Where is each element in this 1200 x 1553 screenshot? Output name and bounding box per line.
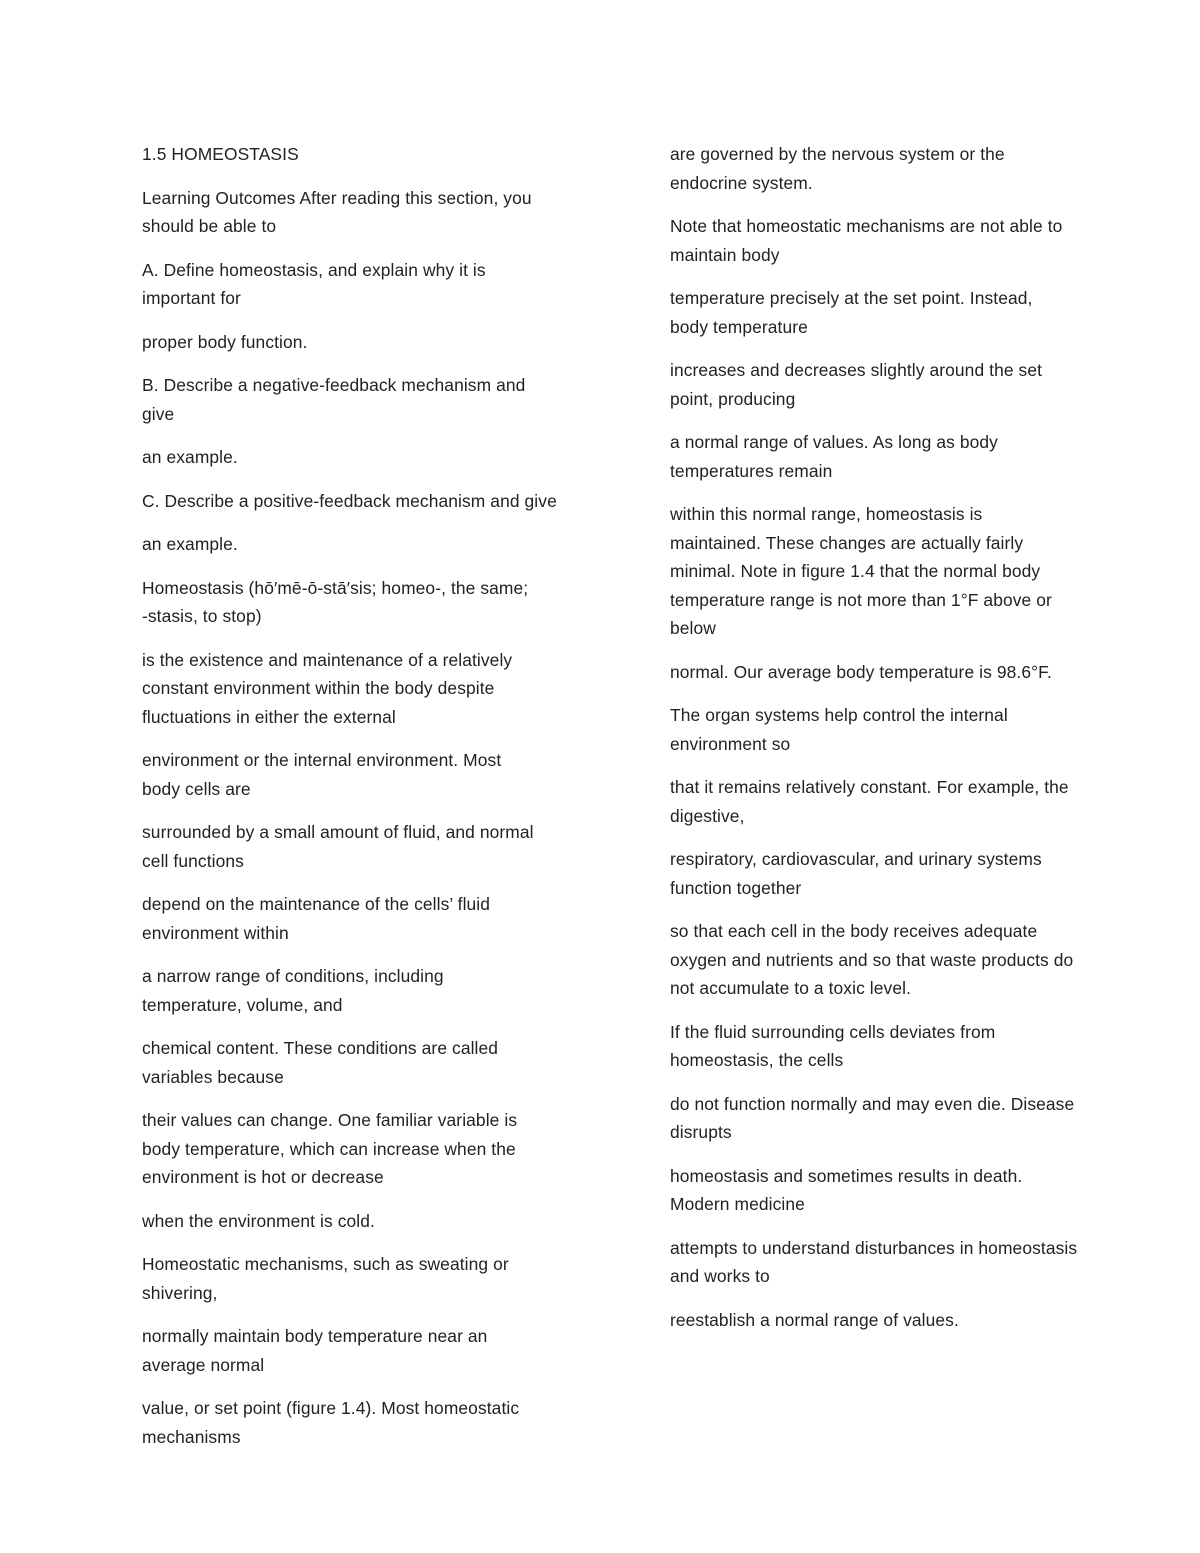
- paragraph: A. Define homeostasis, and explain why it is important for: [142, 259, 486, 308]
- paragraph: homeostasis and sometimes results in death. Modern medicine: [670, 1165, 1023, 1214]
- paragraph: an example.: [142, 534, 238, 554]
- paragraph: temperature precisely at the set point. Instead, body temperature: [670, 288, 1033, 337]
- paragraph: a normal range of values. As long as body temperatures remain: [670, 432, 998, 481]
- paragraph: C. Describe a positive-feedback mechanism and give: [142, 490, 557, 511]
- paragraph: do not function normally and may even die. Disease disrupts: [670, 1093, 1075, 1142]
- paragraph: If the fluid surrounding cells deviates from homeostasis, the cells: [670, 1021, 996, 1070]
- paragraph: B. Describe a negative-feedback mechanism and give: [142, 375, 526, 424]
- paragraph: The organ systems help control the internal environment so: [670, 705, 1008, 754]
- left-column: [142, 140, 610, 1466]
- paragraph: are governed by the nervous system or the endocrine system.: [670, 144, 1005, 193]
- paragraph: a narrow range of conditions, including temperature, volume, and: [142, 966, 444, 1015]
- paragraph: surrounded by a small amount of fluid, and normal cell functions: [142, 822, 534, 871]
- paragraph: reestablish a normal range of values.: [670, 1309, 959, 1330]
- paragraph: normal. Our average body temperature is 98.6°F.: [670, 661, 1052, 682]
- paragraph: value, or set point (figure 1.4). Most homeostatic mechanisms: [142, 1398, 520, 1447]
- right-column: [670, 140, 1140, 1349]
- paragraph: within this normal range, homeostasis is maintained. These changes are actually fairly minimal. Note in figure 1.4 that the normal body temperature range is not more than 1°F above or below: [670, 504, 1052, 638]
- paragraph: Note that homeostatic mechanisms are not able to maintain body: [670, 216, 1063, 265]
- paragraph: depend on the maintenance of the cells’ fluid environment within: [142, 894, 491, 943]
- paragraph: their values can change. One familiar variable is body temperature, which can increase when the environment is hot or decrease: [142, 1110, 518, 1187]
- paragraph: respiratory, cardiovascular, and urinary systems function together: [670, 849, 1042, 898]
- paragraph: environment or the internal environment. Most body cells are: [142, 750, 502, 799]
- paragraph: attempts to understand disturbances in homeostasis and works to: [670, 1237, 1078, 1286]
- paragraph: Homeostasis (hō′mē-ō-stā′sis; homeo-, the same; -stasis, to stop): [142, 577, 529, 626]
- section-title: 1.5 HOMEOSTASIS: [142, 144, 299, 164]
- paragraph: Learning Outcomes After reading this section, you should be able to: [142, 187, 532, 236]
- paragraph: Homeostatic mechanisms, such as sweating or shivering,: [142, 1254, 509, 1303]
- paragraph: normally maintain body temperature near an average normal: [142, 1326, 488, 1375]
- paragraph: when the environment is cold.: [142, 1210, 375, 1231]
- paragraph: increases and decreases slightly around the set point, producing: [670, 360, 1043, 409]
- paragraph: an example.: [142, 447, 238, 467]
- paragraph: is the existence and maintenance of a relatively constant environment within the body despite fluctuations in either the external: [142, 649, 513, 727]
- paragraph: proper body function.: [142, 331, 308, 352]
- paragraph: so that each cell in the body receives adequate oxygen and nutrients and so that waste products do not accumulate to a toxic level.: [670, 921, 1074, 998]
- paragraph: chemical content. These conditions are called variables because: [142, 1038, 499, 1087]
- paragraph: that it remains relatively constant. For example, the digestive,: [670, 777, 1069, 826]
